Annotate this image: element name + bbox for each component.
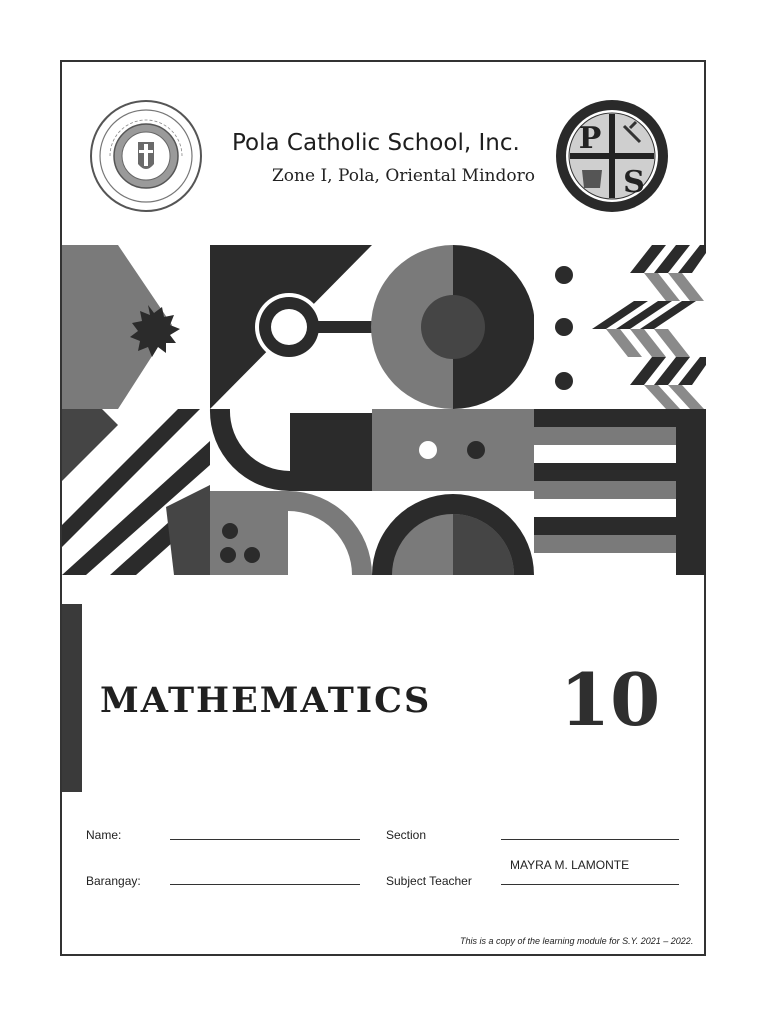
geometric-art-banner xyxy=(62,245,706,575)
svg-text:P: P xyxy=(578,121,602,156)
svg-text:S: S xyxy=(623,165,645,200)
footer-note: This is a copy of the learning module for S.Y. 2021 – 2022. xyxy=(460,936,694,946)
school-name: Pola Catholic School, Inc. xyxy=(232,130,520,156)
section-label: Section xyxy=(386,828,427,842)
school-address: Zone I, Pola, Oriental Mindoro xyxy=(272,166,535,186)
school-seal-logo xyxy=(88,98,204,214)
subject-teacher-label: Subject Teacher xyxy=(386,874,472,888)
section-field[interactable] xyxy=(501,839,679,840)
barangay-field[interactable] xyxy=(170,884,360,885)
subject-teacher-value: MAYRA M. LAMONTE xyxy=(510,858,630,872)
bookmark-bar xyxy=(62,604,82,792)
subject-teacher-field[interactable] xyxy=(501,884,679,885)
barangay-label: Barangay: xyxy=(86,874,141,888)
subject-title: MATHEMATICS xyxy=(100,680,432,721)
grade-number: 10 xyxy=(560,657,661,742)
parochial-schools-logo xyxy=(554,98,670,214)
name-label: Name: xyxy=(86,828,122,842)
name-field[interactable] xyxy=(170,839,360,840)
